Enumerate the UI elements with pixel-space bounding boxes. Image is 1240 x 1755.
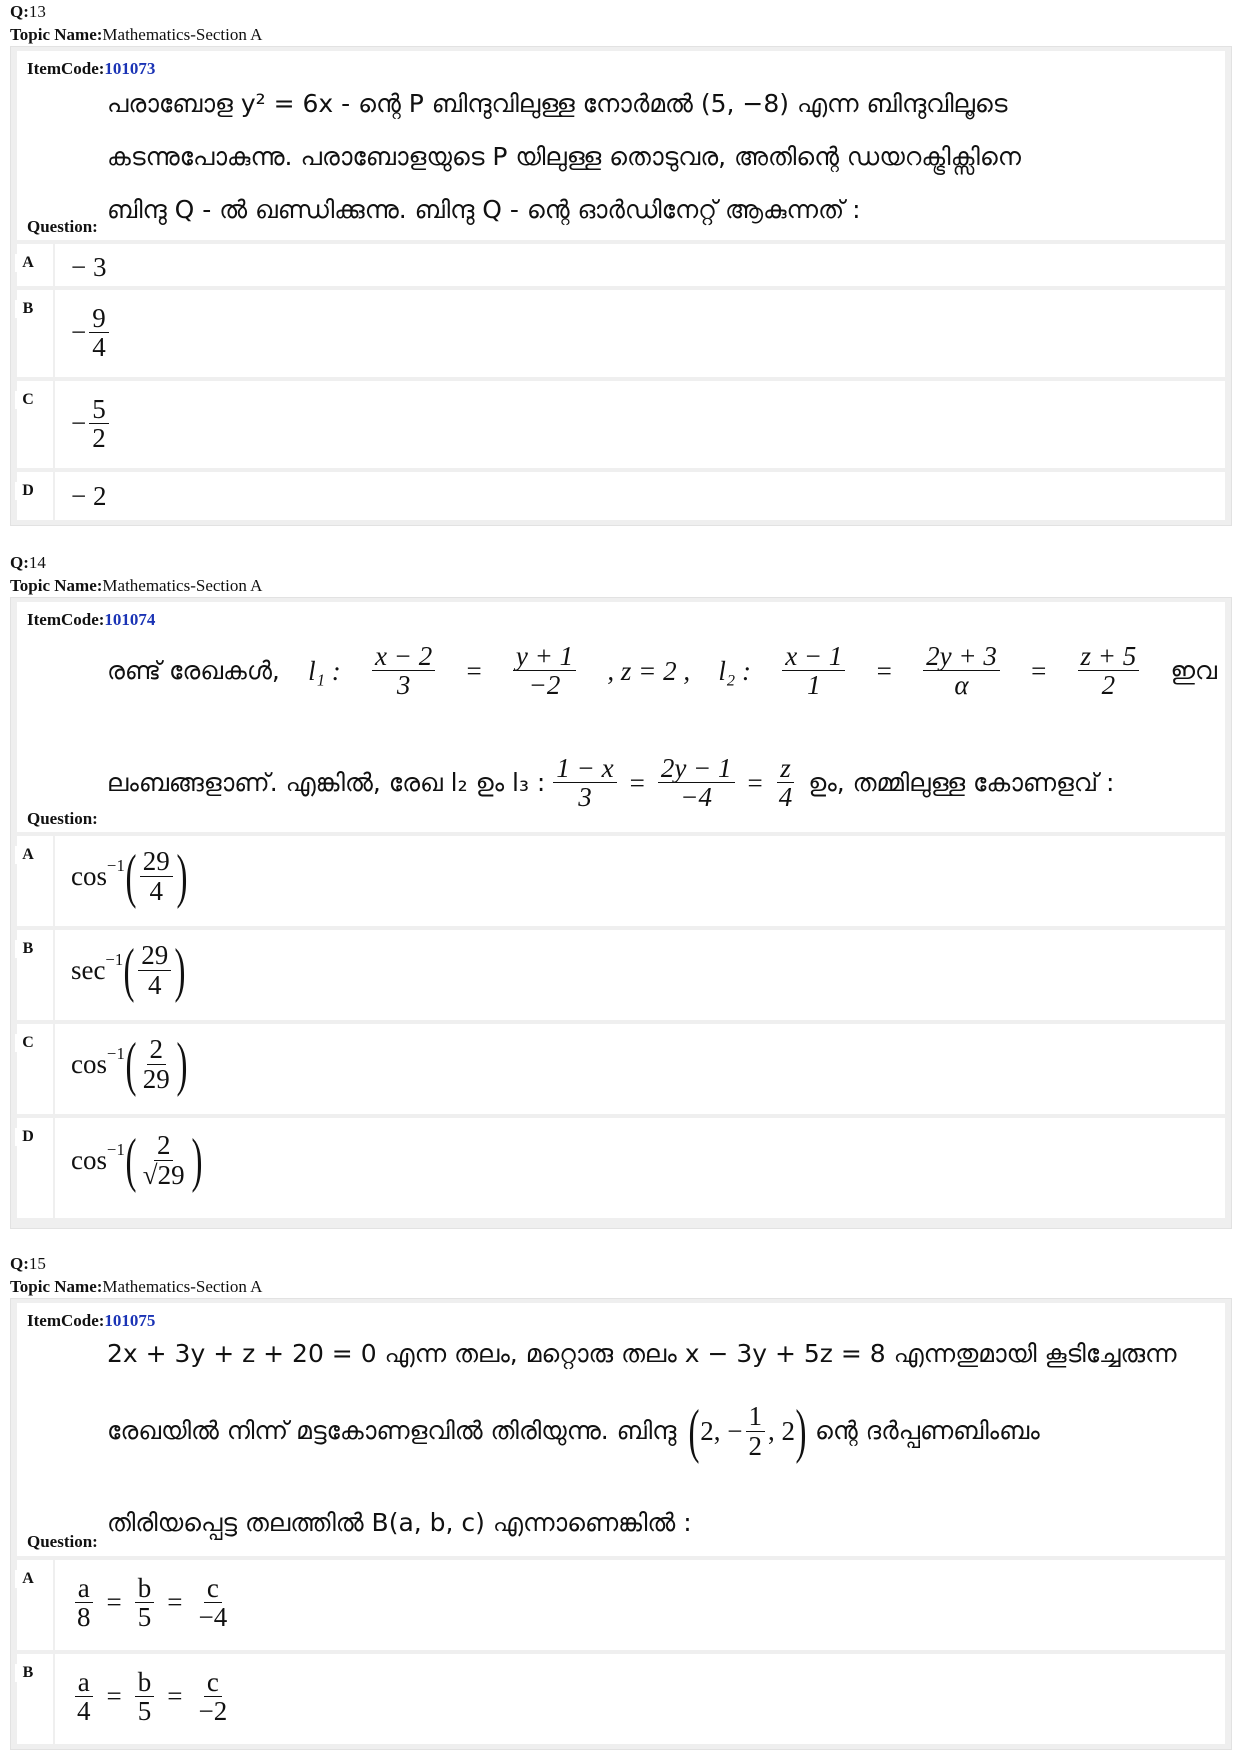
option-value: − 2 [71,481,107,511]
option-letter: B [15,300,41,318]
q15-text-line-3: തിരിയപ്പെട്ട തലത്തിൽ B(a, b, c) എന്നാണെങ്കിൽ : [107,1508,692,1537]
q13-text-line-2: കടന്നുപോകുന്നു. പരാബോളയുടെ P യിലുള്ള തൊടുവര, അതിന്റെ ഡയറക്ട്രിക്സിനെ [107,142,1021,171]
q13-number: Q:13 [10,2,46,21]
q13-topic: Topic Name:Mathematics-Section A [10,25,263,44]
option-letter: D [15,482,41,500]
q14-option-c[interactable]: C cos $^{-1}$ ( $\frac{2}{29}$ ) [17,1024,1225,1114]
q13-itemcode: ItemCode:101073 [27,59,156,78]
q15-text-line-2: രേഖയിൽ നിന്ന് മട്ടകോണളവിൽ തിരിയുന്നു. ബിന്ദു ( 2, − $\frac{1}{2}$ , 2 ) ന്റെ ദർപ്പണബിംബം [107,1398,1040,1464]
q15-number: Q:15 [10,1254,46,1273]
q14-option-a[interactable]: A cos $^{-1}$ ( $\frac{29}{4}$ ) [17,836,1225,926]
q14-option-d[interactable]: D cos $^{-1}$ ( $\frac{2}{√29}$ ) [17,1118,1225,1218]
option-letter: C [15,1034,41,1052]
q13-option-c[interactable] [17,381,1225,468]
q13-question-label: Question: [27,217,98,236]
q14-option-b[interactable]: B sec $^{-1}$ ( $\frac{29}{4}$ ) [17,930,1225,1020]
option-fraction: $\frac{5}{2}$ [89,395,109,453]
option-fraction: $\frac{9}{4}$ [89,304,109,362]
option-letter: A [15,846,41,864]
q13-text-line-1: പരാബോള y² = 6x - ന്റെ P ബിന്ദുവിലുള്ള നോർമൽ (5, −8) എന്ന ബിന്ദുവിലൂടെ [107,89,1008,118]
option-letter: C [15,391,41,409]
option-function: cos [71,860,107,891]
option-letter: B [15,1664,41,1682]
q13-option-a[interactable] [17,244,1225,286]
option-function: cos [71,1048,107,1079]
q13-text-line-3: ബിന്ദു Q - ൽ ഖണ്ഡിക്കുന്നു. ബിന്ദു Q - ന്റെ ഓർഡിനേറ്റ് ആകുന്നത് : [107,195,861,224]
q14-text-line-2: ലംബങ്ങളാണ്. എങ്കിൽ, രേഖ l₂ ഉം l₃ : $\frac{1 - x}{3}$ = $\frac{2y - 1}{-4}$ = $\frac{z}{4}$ ഉം, തമ്മിലുള്ള കോണളവ് : [107,753,1115,813]
q13-card [10,46,1232,526]
q15-itemcode: ItemCode:101075 [27,1311,156,1330]
option-letter: D [15,1128,41,1146]
option-value: − 3 [71,252,107,282]
q13-option-d[interactable] [17,472,1225,520]
option-letter: A [15,1570,41,1588]
q15-text-line-1: 2x + 3y + z + 20 = 0 എന്ന തലം, മറ്റൊരു തലം x − 3y + 5z = 8 എന്നതുമായി കൂടിച്ചേരുന്ന [107,1339,1177,1368]
q14-topic: Topic Name:Mathematics-Section A [10,576,263,595]
q13-question-box [17,51,1225,240]
option-sign: − [71,317,87,348]
option-sign: − [71,408,87,439]
q14-question-box [17,602,1225,832]
q14-text-line-1: രണ്ട് രേഖകൾ, l₁ : $\frac{x - 2}{3}$ = $\frac{y + 1}{-2}$ , z = 2 , l₂ : $\frac{x - 1}{1}$ = $\frac{2y + 3}{\alpha}$ = $\frac{z + 5}{2}$ ഇവ [107,641,1217,701]
option-letter: B [15,940,41,958]
q15-option-b[interactable]: B $\frac{a}{4}$ = $\frac{b}{5}$ = $\frac{c}{-2}$ [17,1654,1225,1744]
q14-itemcode: ItemCode:101074 [27,610,156,629]
q15-question-box [17,1303,1225,1556]
q15-card [10,1298,1232,1750]
q14-question-label: Question: [27,809,98,828]
q14-number: Q:14 [10,553,46,572]
option-function: sec [71,954,106,985]
q14-card [10,597,1232,1229]
q15-topic: Topic Name:Mathematics-Section A [10,1277,263,1296]
option-function: cos [71,1144,107,1175]
q13-option-b[interactable] [17,290,1225,377]
option-letter: A [15,254,41,272]
q15-question-label: Question: [27,1532,98,1551]
q15-option-a[interactable]: A $\frac{a}{8}$ = $\frac{b}{5}$ = $\frac{c}{-4}$ [17,1560,1225,1650]
